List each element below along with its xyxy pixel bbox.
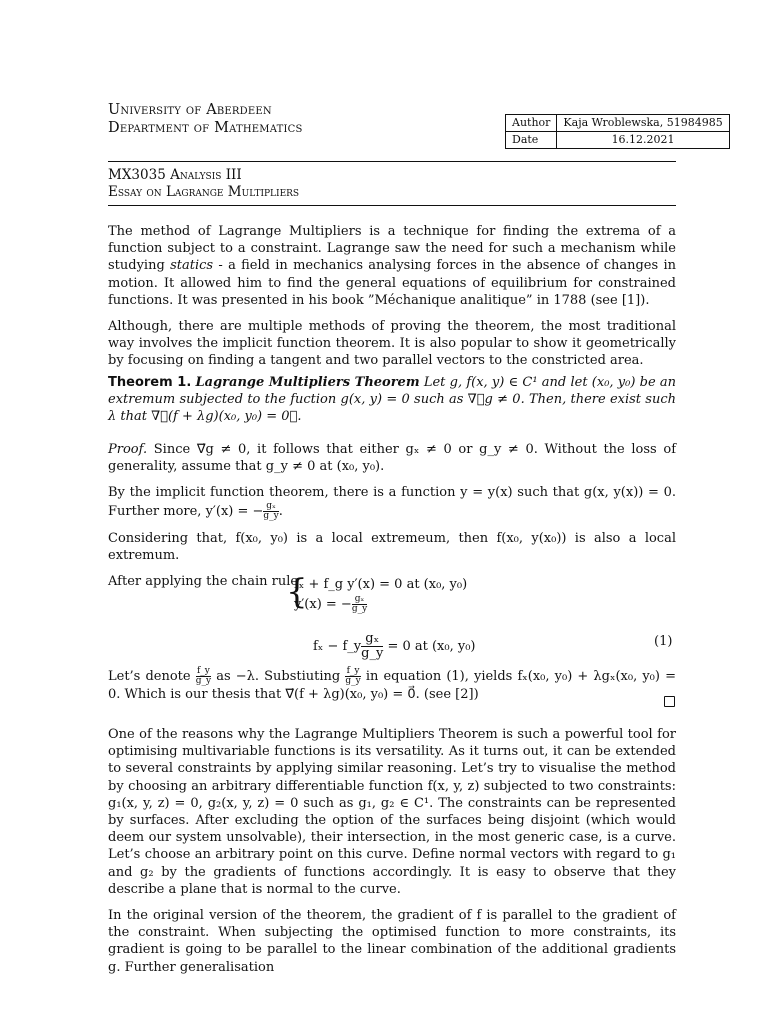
equation-1-fraction: [361, 632, 383, 661]
university-name: University of Aberdeen: [108, 102, 272, 118]
course-block: [108, 167, 299, 201]
date-row: [506, 132, 730, 149]
essay-title: Essay on Lagrange Multipliers: [108, 184, 300, 200]
author-label: Author: [506, 115, 557, 132]
lambda-fraction-2: [345, 667, 360, 686]
system-fraction: [352, 595, 367, 614]
equation-1-right: = 0 at (x₀, y₀): [383, 639, 476, 654]
equation-number: (1): [654, 634, 673, 649]
intro-p1-text-b: - a field in mechanics analysing forces in the absence of changes in motion. It allowed him to find the general equations of equilibrium for constrained functions. It was presented in his book ”Méchanique analitique” in 1788 (see [1]).: [108, 258, 677, 308]
intro-section: [108, 223, 676, 379]
derivative-fraction: [263, 502, 278, 521]
proof-paragraph-4: After applying the chain rule: [108, 574, 299, 590]
body-paragraph-6: One of the reasons why the Lagrange Multipliers Theorem is such a powerful tool for optimising multivariable functions is its versatility. As it turns out, it can be extended to several constraints by applying similar reasoning. Let’s try to visualise the method by choosing an arbitrary differentiable function f(x, y, z) subjected to two constraints: g₁(x, y, z) = 0, g₂(x, y, z) = 0 such as g₁, g₂ ∈ C¹. The constraints can be represented by surfaces. After excluding the option of the surfaces being disjoint (which would deem our system unsolvable), their intersection, in the most generic case, is a curve. Let’s choose an arbitrary point on this curve. Define normal vectors with regard to g₁ and g₂ by the gradients of functions accordingly. It is easy to observe that they describe a plane that is normal to the curve.: [108, 727, 676, 897]
intro-paragraph-1: [108, 223, 676, 309]
theorem-statement: [108, 374, 676, 426]
proof-conclusion: [108, 667, 676, 712]
system-line-1: fₓ + f_g y′(x) = 0 at (x₀, y₀): [294, 577, 468, 592]
proof-paragraph-5: [108, 667, 676, 703]
proof-p5-text-c: in equation (1), yields fₓ(x₀, y₀) + λgₓ(x₀, y₀) = 0. Which is our thesis that ∇⃗(f + λg)(x₀, y₀) = 0⃗. (see [2]): [108, 669, 676, 702]
proof-paragraph-2: [108, 484, 676, 520]
qed-box-icon: [664, 691, 675, 710]
intro-paragraph-2: Although, there are multiple methods of proving the theorem, the most traditional way involves the implicit function theorem. It is also popular to show it geometrically by focusing on finding a tangent and two parallel vectors to the constricted area.: [108, 319, 676, 369]
fraction-denominator: g_y: [351, 604, 368, 614]
proof-p5-text-a: Let’s denote: [108, 669, 196, 684]
author-value: Kaja Wroblewska, 51984985: [557, 115, 729, 132]
lambda-fraction-1: [196, 667, 211, 686]
intro-p1-text-a: The method of Lagrange Multipliers is a technique for finding the extrema of a function subject to a constraint. Lagrange saw the need for such a mechanism while studying: [108, 224, 676, 274]
fraction-denominator: g_y: [195, 676, 212, 686]
theorem-name: Lagrange Multipliers Theorem: [195, 375, 420, 390]
fraction-denominator: g_y: [361, 646, 384, 661]
course-code: MX3035 Analysis III: [108, 167, 242, 183]
fraction-numerator: gₓ: [361, 632, 383, 647]
header-rule-top: [108, 161, 676, 162]
proof-p2-text-a: By the implicit function theorem, there is a function y = y(x) such that g(x, y(x)) = 0. Further more, y′(x) = −: [108, 485, 676, 519]
author-row: [506, 115, 730, 132]
proof-p2-text-b: .: [278, 503, 283, 519]
system-line-2-text: y′(x) = −: [294, 597, 352, 612]
date-value: 16.12.2021: [557, 132, 729, 149]
theorem-body: Let g, f(x, y) ∈ C¹ and let (x₀, y₀) be an extremum subjected to the fuction g(x, y) = 0 such as ∇⃗g ≠ 0. Then, there exist such λ that ∇⃗(f + λg)(x₀, y₀) = 0⃗.: [108, 375, 677, 425]
header-rule-bottom: [108, 205, 676, 206]
proof-label: Proof.: [108, 442, 148, 457]
equation-1: [313, 632, 476, 661]
equation-system: [294, 575, 467, 615]
fraction-denominator: g_y: [263, 510, 279, 521]
proof-p5-text-b: as −λ. Substiuting: [211, 669, 346, 684]
fraction-numerator: gₓ: [352, 595, 367, 605]
body-paragraph-7: In the original version of the theorem, the gradient of f is parallel to the gradient of the constraint. When subjecting the optimised function to more constraints, its gradient is going to be parallel to the linear combination of the additional gradients g. Further generalisation: [108, 908, 676, 975]
statics-term: statics: [170, 258, 214, 274]
system-brace: {: [286, 572, 308, 612]
proof-paragraph-3: Considering that, f(x₀, y₀) is a local extremeum, then f(x₀, y(x₀)) is also a local extremum.: [108, 530, 676, 563]
proof-paragraph-1: [108, 441, 676, 475]
institution-header: [108, 101, 303, 137]
proof-p1-text: Since ∇⃗g ≠ 0, it follows that either gₓ ≠ 0 or g_y ≠ 0. Without the loss of generality, assume that g_y ≠ 0 at (x₀, y₀).: [108, 442, 677, 475]
fraction-denominator: g_y: [345, 676, 361, 686]
author-info-table: [505, 114, 730, 149]
fraction-numerator: f_y: [346, 666, 360, 676]
system-line-2: [294, 595, 467, 615]
theorem-label: Theorem 1.: [108, 375, 192, 390]
equation-1-left: fₓ − f_y: [313, 639, 362, 654]
department-name: Department of Mathematics: [108, 120, 303, 136]
fraction-numerator: f_y: [196, 666, 210, 676]
theorem-block: [108, 374, 676, 435]
fraction-numerator: gₓ: [263, 502, 278, 512]
generalisation-section: [108, 726, 676, 985]
date-label: Date: [506, 132, 557, 149]
